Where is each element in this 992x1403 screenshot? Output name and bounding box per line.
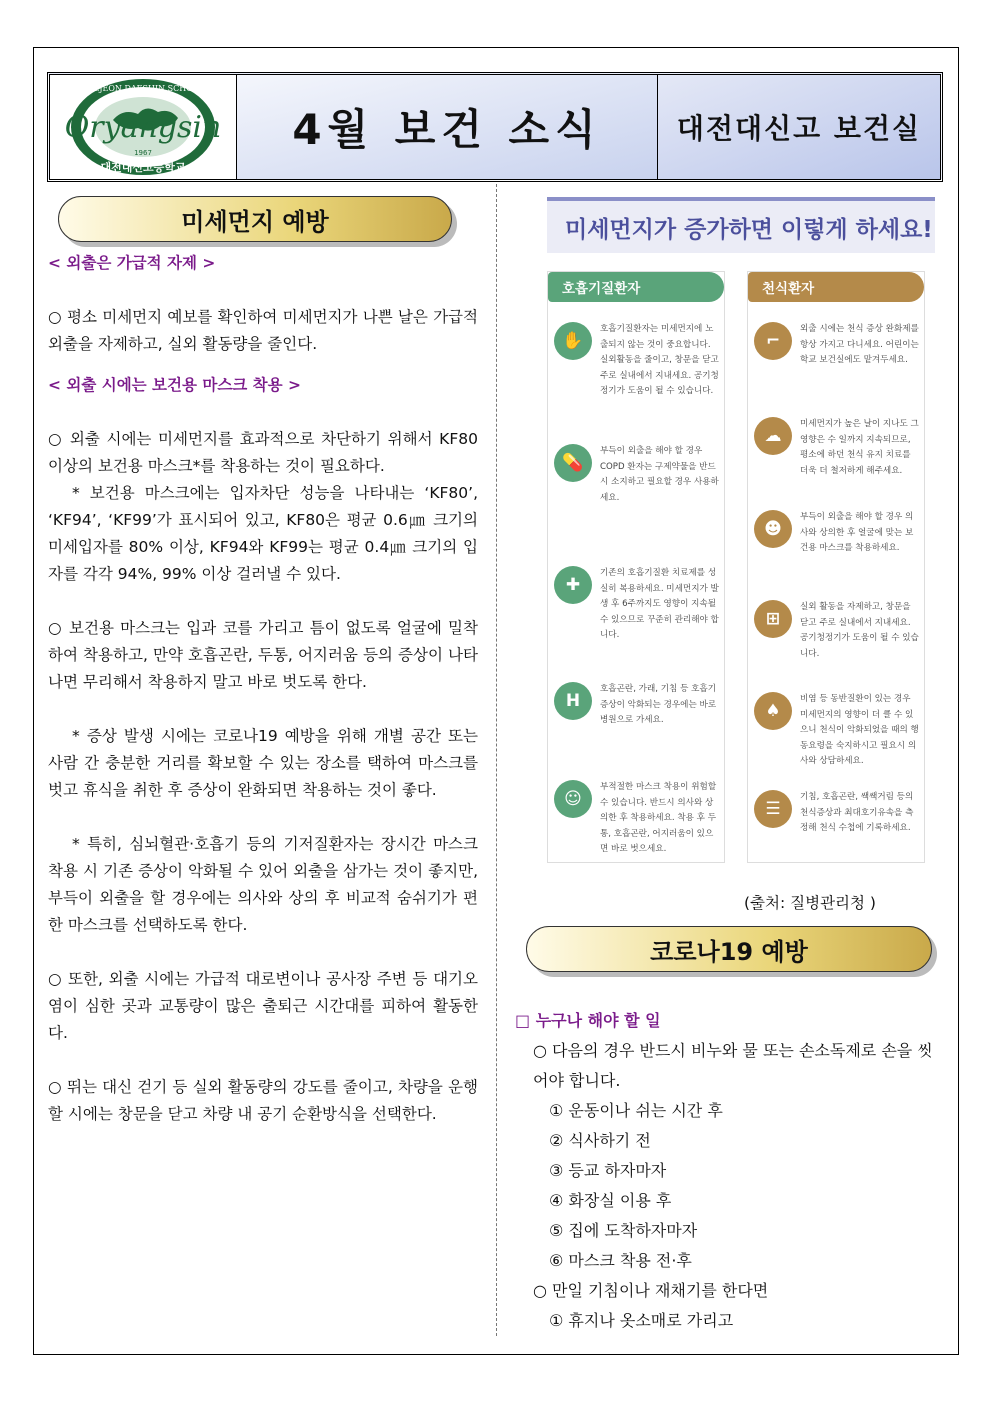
nose-icon: ♠ (754, 692, 792, 730)
dust-prevention-text (48, 250, 478, 1128)
inhaler-icon: ⌐ (754, 322, 792, 360)
asthma-tip: 미세먼지가 높은 날이 지나도 그 영향은 수 일까지 지속되므로, 평소에 하던 천식 유지 치료를 더욱 더 철저하게 해주세요. (800, 419, 919, 476)
heading-everyone: □ 누구나 해야 할 일 (515, 1011, 661, 1030)
asthma-tip: 실외 활동을 자제하고, 창문을 닫고 주로 실내에서 지내세요. 공기청정기가 도움이 될 수 있습니다. (800, 602, 919, 659)
paragraph-mask-grades: * 보건용 마스크에는 입자차단 성능을 나타내는 ‘KF80’, ‘KF94’, ‘KF99’가 표시되어 있고, KF80은 평균 0.6㎛ 크기의 미세입자를 80% 이상, KF94와 KF99는 평균 0.4㎛ 크기의 입자를 각각 94%, 99% 이상 걸러낼 수 있다. (48, 484, 478, 583)
column-divider (496, 184, 497, 1336)
section-title-pill-covid (526, 926, 932, 972)
doctor-icon: ☻ (754, 510, 792, 548)
infographic-title: 미세먼지가 증가하면 이렇게 하세요! (565, 216, 933, 243)
respiratory-label: 호흡기질환자 (548, 272, 724, 302)
respiratory-column (547, 271, 725, 863)
list-item: ⑤ 집에 도착하자마자 (549, 1221, 698, 1240)
list-item: ④ 화장실 이용 후 (549, 1191, 672, 1210)
hospital-icon: H (554, 682, 592, 720)
pill-icon: 💊 (554, 444, 592, 482)
list-item: ② 식사하기 전 (549, 1131, 651, 1150)
asthma-column (747, 271, 925, 863)
logo-bottom-text: 대전대신고등학교 (100, 161, 186, 174)
paragraph-underlying-disease: * 특히, 심뇌혈관·호흡기 등의 기저질환자는 장시간 마스크 착용 시 기존 증상이 악화될 수 있어 외출을 삼가는 것이 좋지만, 부득이 외출을 할 경우에는 의사와 상의 후 비교적 숨쉬기가 편한 마스크를 선택하도록 한다. (48, 835, 478, 934)
asthma-tip: 기침, 호흡곤란, 쌕쌕거림 등의 천식증상과 최대호기유속을 측정해 천식 수첩에 기록하세요. (800, 792, 914, 833)
office-name: 대전대신고 보건실 (676, 112, 922, 145)
logo-script-text: Oryangsin (64, 110, 222, 145)
respiratory-tip: 부적절한 마스크 착용이 위험할 수 있습니다. 반드시 의사와 상의한 후 착용하세요. 착용 후 두통, 호흡곤란, 어지러움이 있으면 바로 벗으세요. (600, 782, 717, 854)
list-item: ⑥ 마스크 착용 전·후 (549, 1251, 692, 1270)
medical-cross-icon: ✚ (554, 566, 592, 604)
paragraph-kf80: ○ 외출 시에는 미세먼지를 효과적으로 차단하기 위해서 KF80 이상의 보건용 마스크*를 착용하는 것이 필요하다. (48, 430, 478, 475)
asthma-tip: 외출 시에는 천식 증상 완화제를 항상 가지고 다니세요. 어린이는 학교 보건실에도 맡겨두세요. (800, 324, 919, 365)
paragraph-avoid-roads: ○ 또한, 외출 시에는 가급적 대로변이나 공사장 주변 등 대기오염이 심한 곳과 교통량이 많은 출퇴근 시간대를 피하여 활동한다. (48, 970, 478, 1042)
list-item: ① 운동이나 쉬는 시간 후 (549, 1101, 723, 1120)
newsletter-header (47, 72, 943, 182)
paragraph-forecast: ○ 평소 미세먼지 예보를 확인하여 미세먼지가 나쁜 날은 가급적 외출을 자제하고, 실외 활동량을 줄인다. (48, 308, 478, 353)
list-item: ③ 등교 하자마자 (549, 1161, 667, 1180)
list-item: ① 휴지나 옷소매로 가리고 (549, 1311, 734, 1330)
respiratory-tip: 호흡곤란, 가래, 기침 등 호흡기 증상이 악화되는 경우에는 바로 병원으로 가세요. (600, 684, 717, 725)
hand-stop-icon: ✋ (554, 322, 592, 360)
handwash-intro: ○ 다음의 경우 반드시 비누와 물 또는 손소독제로 손을 씻어야 합니다. (533, 1041, 933, 1090)
covid-prevention-text (515, 1006, 947, 1336)
office-cell (658, 75, 940, 179)
section-title-covid: 코로나19 예방 (650, 937, 808, 966)
dust-infographic (547, 197, 935, 862)
dust-cloud-icon: ☁ (754, 417, 792, 455)
respiratory-tip: 기존의 호흡기질환 치료제를 성실히 복용하세요. 미세먼지가 발생 후 6주까지도 영향이 지속될 수 있으므로 꾸준히 관리해야 합니다. (600, 568, 719, 640)
subheading-mask: < 외출 시에는 보건용 마스크 착용 > (48, 376, 302, 394)
logo-top-text: DAEJEON DAESHIN SCHOOL (81, 84, 205, 93)
paragraph-covid-rest: * 증상 발생 시에는 코로나19 예방을 위해 개별 공간 또는 사람 간 충분한 거리를 확보할 수 있는 장소를 택하여 마스크를 벗고 휴식을 취한 후 증상이 완화되면 착용하는 것이 좋다. (48, 727, 478, 799)
source-credit: (출처: 질병관리청 ) (744, 894, 876, 912)
section-title-pill-dust (58, 196, 452, 242)
notebook-icon: ☰ (754, 790, 792, 828)
mask-face-icon: ☺ (554, 780, 592, 818)
cough-intro: ○ 만일 기침이나 재채기를 한다면 (533, 1281, 769, 1300)
asthma-tip: 비염 등 동반질환이 있는 경우 미세먼지의 영향이 더 클 수 있으니 천식이 악화되었을 때의 행동요령을 숙지하시고 필요시 의사와 상담하세요. (800, 694, 919, 766)
asthma-label: 천식환자 (748, 272, 924, 302)
paragraph-mask-fit: ○ 보건용 마스크는 입과 코를 가리고 틈이 없도록 얼굴에 밀착하여 착용하고, 만약 호흡곤란, 두통, 어지러움 등의 증상이 나타나면 무리해서 착용하지 말고 바로 벗도록 한다. (48, 619, 478, 691)
window-icon: ⊞ (754, 600, 792, 638)
logo-year: 1967 (134, 149, 152, 157)
section-title-dust: 미세먼지 예방 (181, 207, 329, 236)
school-logo (50, 75, 237, 179)
title-cell (237, 75, 658, 179)
respiratory-tip: 부득이 외출을 해야 할 경우 COPD 환자는 구제약물을 반드시 소지하고 필요할 경우 사용하세요. (600, 446, 719, 503)
paragraph-reduce-activity: ○ 뛰는 대신 걷기 등 실외 활동량의 강도를 줄이고, 차량을 운행할 시에는 창문을 닫고 차량 내 공기 순환방식을 선택한다. (48, 1078, 478, 1123)
respiratory-tip: 호흡기질환자는 미세먼지에 노출되지 않는 것이 중요합니다. 실외활동을 줄이고, 창문을 닫고 주로 실내에서 지내세요. 공기청정기가 도움이 될 수 있습니다. (600, 324, 719, 396)
asthma-tip: 부득이 외출을 해야 할 경우 의사와 상의한 후 얼굴에 맞는 보건용 마스크를 착용하세요. (800, 512, 914, 553)
newsletter-title: 4월 보건 소식 (292, 105, 602, 154)
subheading-avoid-outdoor: < 외출은 가급적 자제 > (48, 254, 216, 272)
